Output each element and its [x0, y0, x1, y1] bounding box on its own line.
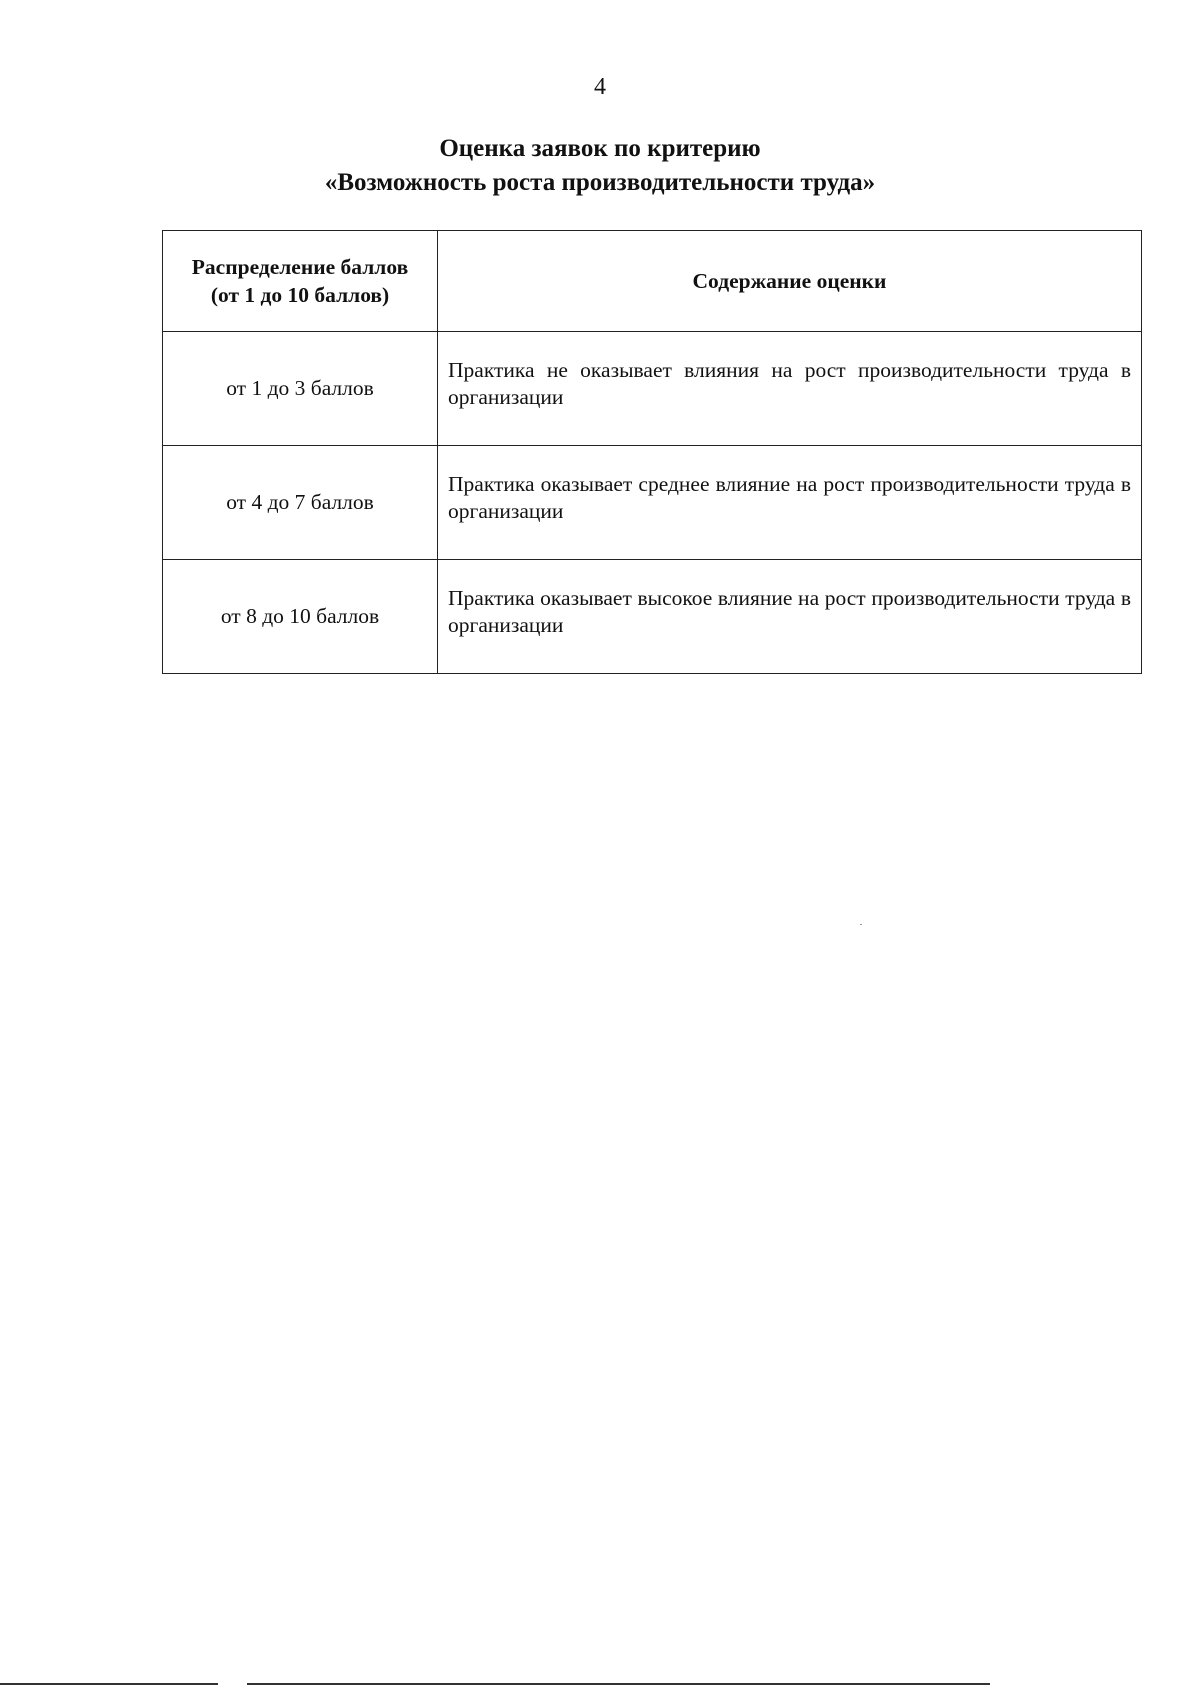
table-header-row	[163, 231, 1142, 332]
header-score-line-1: Распределение баллов	[191, 255, 409, 279]
title-line-1: Оценка заявок по критерию	[439, 135, 761, 162]
evaluation-content-cell: Практика оказывает среднее влияние на рост производительности труда в организации	[438, 446, 1142, 560]
title-line-2: «Возможность роста производительности труда»	[324, 169, 876, 196]
evaluation-content-cell: Практика оказывает высокое влияние на рост производительности труда в организации	[438, 560, 1142, 674]
scan-speck	[860, 924, 862, 925]
criteria-table	[162, 230, 1142, 674]
score-range-cell: от 4 до 7 баллов	[163, 446, 438, 560]
table-row	[163, 332, 1142, 446]
page-number: 4	[594, 74, 606, 100]
header-evaluation-content: Содержание оценки	[438, 231, 1142, 332]
page-title	[0, 132, 1200, 200]
score-range-cell: от 8 до 10 баллов	[163, 560, 438, 674]
header-score-line-2: (от 1 до 10 баллов)	[210, 283, 390, 307]
evaluation-content-cell: Практика не оказывает влияния на рост производительности труда в организации	[438, 332, 1142, 446]
header-score-distribution	[163, 231, 438, 332]
score-range-cell: от 1 до 3 баллов	[163, 332, 438, 446]
footer-rule-left	[0, 1683, 218, 1685]
table-row	[163, 446, 1142, 560]
table-row	[163, 560, 1142, 674]
footer-rule-right	[247, 1683, 990, 1685]
